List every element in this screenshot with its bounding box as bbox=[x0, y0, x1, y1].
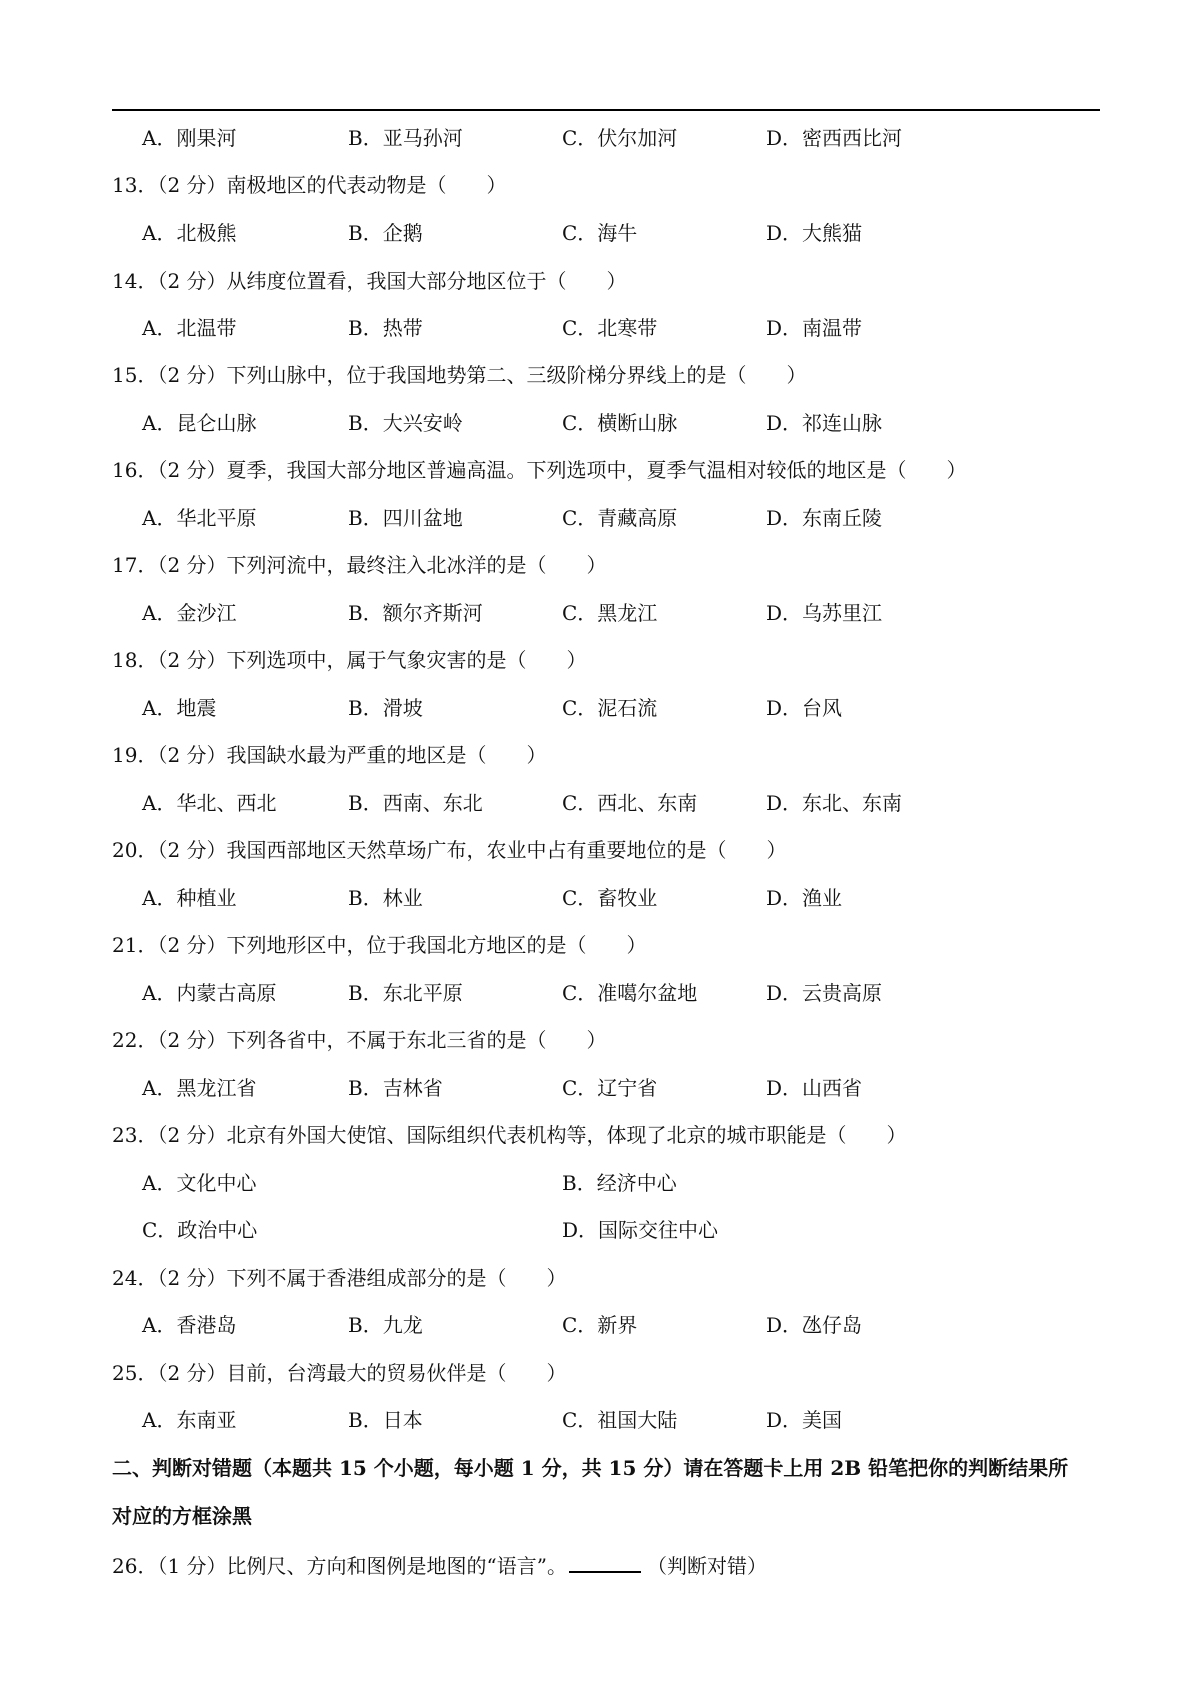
option-d: D．渔业 bbox=[766, 886, 843, 910]
question-14-stem: 14．（2 分）从纬度位置看，我国大部分地区位于（ ） bbox=[112, 269, 627, 293]
option-d: D．国际交往中心 bbox=[562, 1218, 719, 1242]
option-b: B．企鹅 bbox=[348, 221, 423, 245]
option-c: C．黑龙江 bbox=[562, 601, 658, 625]
option-c: C．准噶尔盆地 bbox=[562, 981, 698, 1005]
option-b: B．经济中心 bbox=[562, 1171, 677, 1195]
option-b: B．热带 bbox=[348, 316, 423, 340]
option-a: A．黑龙江省 bbox=[142, 1076, 257, 1100]
section-2-heading-line-1: 二、判断对错题（本题共 15 个小题，每小题 1 分，共 15 分）请在答题卡上用 2B 铅笔把你的判断结果所 bbox=[112, 1456, 1069, 1480]
option-b: B．滑坡 bbox=[348, 696, 423, 720]
question-25-stem: 25．（2 分）目前，台湾最大的贸易伙伴是（ ） bbox=[112, 1361, 567, 1385]
option-d: D．美国 bbox=[766, 1408, 843, 1432]
section-2-heading-line-2: 对应的方框涂黑 bbox=[112, 1504, 252, 1528]
option-a: A．地震 bbox=[142, 696, 217, 720]
option-d: D．大熊猫 bbox=[766, 221, 863, 245]
option-b: B．东北平原 bbox=[348, 981, 463, 1005]
option-d: D．南温带 bbox=[766, 316, 863, 340]
question-15-stem: 15．（2 分）下列山脉中，位于我国地势第二、三级阶梯分界线上的是（ ） bbox=[112, 363, 807, 387]
option-d: D．东北、东南 bbox=[766, 791, 903, 815]
question-26 bbox=[112, 1551, 767, 1579]
option-a: A．金沙江 bbox=[142, 601, 237, 625]
option-b: B．日本 bbox=[348, 1408, 423, 1432]
option-d: D．氹仔岛 bbox=[766, 1313, 863, 1337]
question-13-stem: 13．（2 分）南极地区的代表动物是（ ） bbox=[112, 173, 507, 197]
option-d: D．山西省 bbox=[766, 1076, 863, 1100]
question-26-suffix: （判断对错） bbox=[646, 1554, 767, 1578]
option-a: A．文化中心 bbox=[142, 1171, 257, 1195]
option-a: A．内蒙古高原 bbox=[142, 981, 277, 1005]
option-c: C．横断山脉 bbox=[562, 411, 678, 435]
option-b: B．大兴安岭 bbox=[348, 411, 463, 435]
option-c: C．西北、东南 bbox=[562, 791, 698, 815]
option-c: C．海牛 bbox=[562, 221, 638, 245]
option-a: A．种植业 bbox=[142, 886, 237, 910]
option-a: A．昆仑山脉 bbox=[142, 411, 257, 435]
option-c: C．泥石流 bbox=[562, 696, 658, 720]
option-a: A．香港岛 bbox=[142, 1313, 237, 1337]
option-d: D．密西西比河 bbox=[766, 126, 903, 150]
option-c: C．伏尔加河 bbox=[562, 126, 678, 150]
option-a: A．刚果河 bbox=[142, 126, 237, 150]
question-22-stem: 22．（2 分）下列各省中，不属于东北三省的是（ ） bbox=[112, 1028, 607, 1052]
option-c: C．政治中心 bbox=[142, 1218, 258, 1242]
option-d: D．乌苏里江 bbox=[766, 601, 883, 625]
option-a: A．华北、西北 bbox=[142, 791, 277, 815]
option-c: C．北寒带 bbox=[562, 316, 658, 340]
option-c: C．祖国大陆 bbox=[562, 1408, 678, 1432]
question-24-stem: 24．（2 分）下列不属于香港组成部分的是（ ） bbox=[112, 1266, 567, 1290]
question-26-stem: 26．（1 分）比例尺、方向和图例是地图的“语言”。 bbox=[112, 1554, 567, 1578]
header-rule bbox=[112, 109, 1100, 111]
question-21-stem: 21．（2 分）下列地形区中，位于我国北方地区的是（ ） bbox=[112, 933, 647, 957]
option-b: B．吉林省 bbox=[348, 1076, 443, 1100]
option-b: B．林业 bbox=[348, 886, 423, 910]
option-c: C．新界 bbox=[562, 1313, 638, 1337]
option-c: C．辽宁省 bbox=[562, 1076, 658, 1100]
answer-blank bbox=[569, 1551, 641, 1573]
question-17-stem: 17．（2 分）下列河流中，最终注入北冰洋的是（ ） bbox=[112, 553, 607, 577]
option-d: D．云贵高原 bbox=[766, 981, 883, 1005]
option-d: D．祁连山脉 bbox=[766, 411, 883, 435]
option-a: A．华北平原 bbox=[142, 506, 257, 530]
option-b: B．亚马孙河 bbox=[348, 126, 463, 150]
question-23-stem: 23．（2 分）北京有外国大使馆、国际组织代表机构等，体现了北京的城市职能是（ ） bbox=[112, 1123, 907, 1147]
option-c: C．畜牧业 bbox=[562, 886, 658, 910]
option-d: D．东南丘陵 bbox=[766, 506, 883, 530]
option-a: A．东南亚 bbox=[142, 1408, 237, 1432]
option-d: D．台风 bbox=[766, 696, 843, 720]
question-20-stem: 20．（2 分）我国西部地区天然草场广布，农业中占有重要地位的是（ ） bbox=[112, 838, 787, 862]
question-18-stem: 18．（2 分）下列选项中，属于气象灾害的是（ ） bbox=[112, 648, 587, 672]
option-b: B．额尔齐斯河 bbox=[348, 601, 483, 625]
question-19-stem: 19．（2 分）我国缺水最为严重的地区是（ ） bbox=[112, 743, 547, 767]
option-c: C．青藏高原 bbox=[562, 506, 678, 530]
option-b: B．九龙 bbox=[348, 1313, 423, 1337]
question-16-stem: 16．（2 分）夏季，我国大部分地区普遍高温。下列选项中，夏季气温相对较低的地区是（ ） bbox=[112, 458, 967, 482]
option-a: A．北极熊 bbox=[142, 221, 237, 245]
option-b: B．四川盆地 bbox=[348, 506, 463, 530]
option-a: A．北温带 bbox=[142, 316, 237, 340]
option-b: B．西南、东北 bbox=[348, 791, 483, 815]
